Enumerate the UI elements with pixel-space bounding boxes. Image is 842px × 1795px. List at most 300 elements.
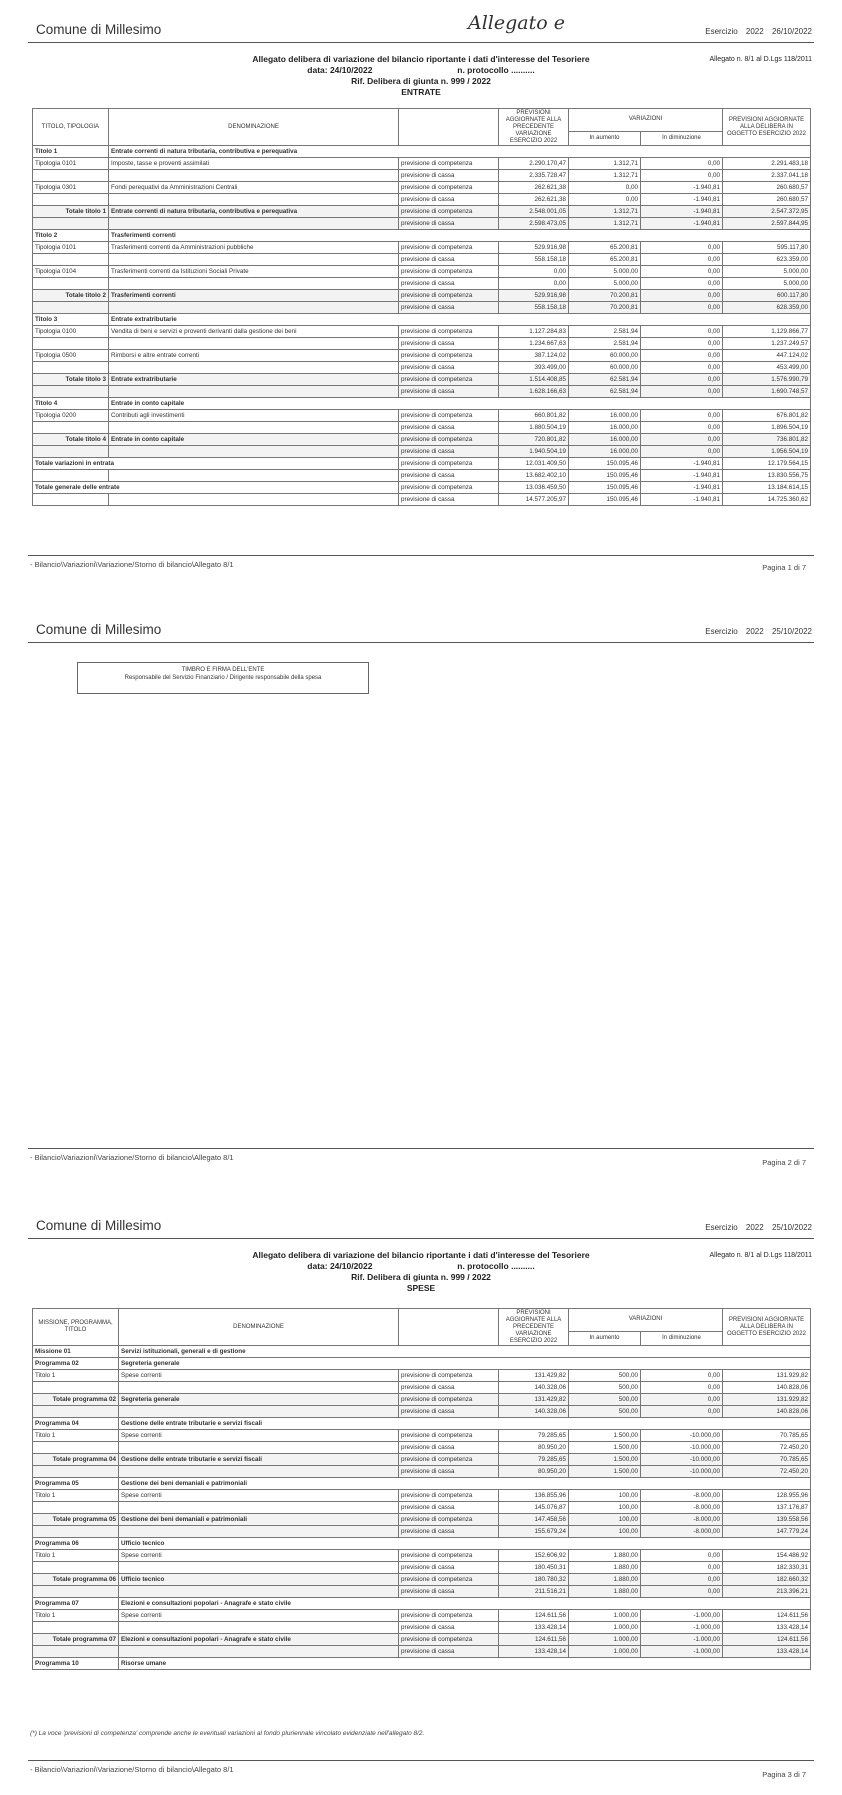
- row-description: Contributi agli investimenti: [109, 410, 399, 422]
- row-previsioni: 2.598.473,05: [499, 218, 569, 230]
- row-code: Totale generale delle entrate: [33, 482, 399, 494]
- row-code: Tipologia 0101: [33, 158, 109, 170]
- row-aumento: 2.581,94: [569, 338, 641, 350]
- row-kind: previsione di competenza: [399, 206, 499, 218]
- row-aggiornate: 12.179.564,15: [723, 458, 811, 470]
- col-header-variazioni: VARIAZIONI: [569, 109, 723, 132]
- row-aggiornate: 260.680,57: [723, 194, 811, 206]
- table-row: [33, 1526, 811, 1538]
- row-kind: previsione di cassa: [399, 254, 499, 266]
- col-header-diminuzione: In diminuzione: [641, 131, 723, 145]
- row-diminuzione: 0,00: [641, 254, 723, 266]
- row-kind: previsione di competenza: [399, 326, 499, 338]
- row-aggiornate: 70.785,65: [723, 1430, 811, 1442]
- row-code: Totale programma 04: [33, 1454, 119, 1466]
- row-code: [33, 1622, 119, 1634]
- row-aumento: 70.200,81: [569, 302, 641, 314]
- row-aumento: 60.000,00: [569, 350, 641, 362]
- row-previsioni: 0,00: [499, 266, 569, 278]
- row-diminuzione: -8.000,00: [641, 1502, 723, 1514]
- row-description: Entrate extratributarie: [109, 314, 811, 326]
- row-diminuzione: -8.000,00: [641, 1490, 723, 1502]
- stamp-label: TIMBRO E FIRMA DELL'ENTE: [181, 667, 265, 673]
- commune-name: Comune di Millesimo: [36, 1218, 162, 1233]
- row-previsioni: 1.940.504,19: [499, 446, 569, 458]
- header-rule: [28, 1238, 814, 1239]
- row-aggiornate: 124.611,56: [723, 1634, 811, 1646]
- row-aggiornate: 133.428,14: [723, 1622, 811, 1634]
- row-aggiornate: 72.450,20: [723, 1466, 811, 1478]
- table-row: [33, 1454, 811, 1466]
- row-aumento: 500,00: [569, 1382, 641, 1394]
- row-kind: previsione di competenza: [399, 350, 499, 362]
- row-diminuzione: -8.000,00: [641, 1514, 723, 1526]
- row-aggiornate: 453.499,00: [723, 362, 811, 374]
- row-previsioni: 180.780,32: [499, 1574, 569, 1586]
- row-diminuzione: 0,00: [641, 1382, 723, 1394]
- row-diminuzione: 0,00: [641, 1394, 723, 1406]
- spese-table-body: [33, 1346, 811, 1670]
- col-header-previsioni: PREVISIONI AGGIORNATE ALLA PRECEDENTE VARIAZIONE ESERCIZIO 2022: [499, 1309, 569, 1346]
- row-description: Spese correnti: [119, 1370, 399, 1382]
- row-aggiornate: 260.680,57: [723, 182, 811, 194]
- stamp-role: Responsabile del Servizio Finanziario / Dirigente responsabile della spesa: [124, 675, 322, 681]
- row-aggiornate: 13.830.556,75: [723, 470, 811, 482]
- row-aggiornate: 2.547.372,95: [723, 206, 811, 218]
- row-aggiornate: 5.000,00: [723, 278, 811, 290]
- col-header-previsioni: PREVISIONI AGGIORNATE ALLA PRECEDENTE VARIAZIONE ESERCIZIO 2022: [499, 109, 569, 146]
- row-previsioni: 0,00: [499, 278, 569, 290]
- row-kind: previsione di competenza: [399, 374, 499, 386]
- row-aggiornate: 2.597.844,95: [723, 218, 811, 230]
- table-row: [33, 1370, 811, 1382]
- row-previsioni: 12.031.409,50: [499, 458, 569, 470]
- row-kind: previsione di competenza: [399, 482, 499, 494]
- row-aumento: 16.000,00: [569, 422, 641, 434]
- row-description: Ufficio tecnico: [119, 1538, 811, 1550]
- row-description: Gestione delle entrate tributarie e servizi fiscali: [119, 1454, 399, 1466]
- header-exercise: [705, 1223, 812, 1232]
- row-previsioni: 136.855,96: [499, 1490, 569, 1502]
- row-previsioni: 14.577.205,97: [499, 494, 569, 506]
- row-diminuzione: -1.000,00: [641, 1634, 723, 1646]
- row-code: Tipologia 0100: [33, 326, 109, 338]
- row-description: Trasferimenti correnti da Amministrazioni pubbliche: [109, 242, 399, 254]
- row-aumento: 500,00: [569, 1370, 641, 1382]
- row-code: [33, 1442, 119, 1454]
- table-row: [33, 1574, 811, 1586]
- row-code: Titolo 4: [33, 398, 109, 410]
- table-row: [33, 1586, 811, 1598]
- title-line-3: Rif. Delibera di giunta n. 999 / 2022: [351, 76, 491, 86]
- footer-rule: [28, 1760, 814, 1761]
- row-code: Tipologia 0104: [33, 266, 109, 278]
- row-description: Trasferimenti correnti: [109, 290, 399, 302]
- row-code: Titolo 3: [33, 314, 109, 326]
- row-description: [119, 1586, 399, 1598]
- row-kind: previsione di cassa: [399, 470, 499, 482]
- row-aumento: 1.880,00: [569, 1550, 641, 1562]
- row-diminuzione: -1.000,00: [641, 1610, 723, 1622]
- row-kind: previsione di cassa: [399, 1586, 499, 1598]
- row-diminuzione: 0,00: [641, 266, 723, 278]
- title-date: data: 24/10/2022: [307, 1261, 373, 1271]
- row-kind: previsione di competenza: [399, 242, 499, 254]
- row-kind: previsione di cassa: [399, 1382, 499, 1394]
- table-row: [33, 1394, 811, 1406]
- row-kind: previsione di cassa: [399, 1406, 499, 1418]
- row-aggiornate: 147.779,24: [723, 1526, 811, 1538]
- row-code: [33, 1586, 119, 1598]
- footer-path: - Bilancio\Variazioni\Variazione/Storno di bilancio\Allegato 8/1: [30, 560, 234, 569]
- row-aggiornate: 124.611,56: [723, 1610, 811, 1622]
- row-kind: previsione di competenza: [399, 1514, 499, 1526]
- row-aggiornate: 447.124,02: [723, 350, 811, 362]
- title-line-1: Allegato delibera di variazione del bilancio riportante i dati d'interesse del Tesoriere: [252, 1250, 590, 1260]
- table-row: [33, 1442, 811, 1454]
- row-description: Risorse umane: [119, 1658, 811, 1670]
- row-description: Servizi istituzionali, generali e di gestione: [119, 1346, 811, 1358]
- document-title: [0, 1250, 842, 1294]
- row-diminuzione: -1.000,00: [641, 1622, 723, 1634]
- row-aumento: 1.500,00: [569, 1466, 641, 1478]
- row-aumento: 16.000,00: [569, 434, 641, 446]
- header-date: 26/10/2022: [771, 27, 812, 36]
- row-code: [33, 1562, 119, 1574]
- row-aumento: 16.000,00: [569, 410, 641, 422]
- row-description: Trasferimenti correnti da Istituzioni Sociali Private: [109, 266, 399, 278]
- row-code: Totale titolo 1: [33, 206, 109, 218]
- row-kind: previsione di competenza: [399, 458, 499, 470]
- row-aumento: 100,00: [569, 1502, 641, 1514]
- row-kind: previsione di competenza: [399, 1454, 499, 1466]
- row-aggiornate: 1.576.990,79: [723, 374, 811, 386]
- row-aggiornate: 628.359,00: [723, 302, 811, 314]
- row-diminuzione: -1.000,00: [641, 1646, 723, 1658]
- row-code: Programma 02: [33, 1358, 119, 1370]
- row-diminuzione: 0,00: [641, 158, 723, 170]
- row-previsioni: 660.801,82: [499, 410, 569, 422]
- header-date: 25/10/2022: [771, 1223, 812, 1232]
- row-previsioni: 133.428,14: [499, 1646, 569, 1658]
- row-code: Totale programma 07: [33, 1634, 119, 1646]
- footer-path: - Bilancio\Variazioni\Variazione/Storno di bilancio\Allegato 8/1: [30, 1765, 234, 1774]
- row-description: Entrate correnti di natura tributaria, contributiva e perequativa: [109, 146, 811, 158]
- row-previsioni: 124.611,56: [499, 1610, 569, 1622]
- row-diminuzione: 0,00: [641, 434, 723, 446]
- row-kind: previsione di competenza: [399, 1634, 499, 1646]
- row-aumento: 500,00: [569, 1394, 641, 1406]
- row-aumento: 500,00: [569, 1406, 641, 1418]
- table-row: [33, 1634, 811, 1646]
- col-header-variazioni: VARIAZIONI: [569, 1309, 723, 1332]
- row-code: Tipologia 0301: [33, 182, 109, 194]
- row-diminuzione: 0,00: [641, 170, 723, 182]
- col-header-diminuzione: In diminuzione: [641, 1331, 723, 1345]
- col-header-aumento: In aumento: [569, 131, 641, 145]
- row-description: [119, 1562, 399, 1574]
- row-description: Spese correnti: [119, 1430, 399, 1442]
- row-code: Totale titolo 4: [33, 434, 109, 446]
- row-previsioni: 13.036.459,50: [499, 482, 569, 494]
- row-kind: previsione di cassa: [399, 278, 499, 290]
- row-aumento: 1.312,71: [569, 158, 641, 170]
- row-previsioni: 1.234.667,63: [499, 338, 569, 350]
- row-diminuzione: 0,00: [641, 1406, 723, 1418]
- row-previsioni: 262.621,38: [499, 182, 569, 194]
- row-kind: previsione di competenza: [399, 1394, 499, 1406]
- row-kind: previsione di competenza: [399, 1370, 499, 1382]
- row-aggiornate: 5.000,00: [723, 266, 811, 278]
- row-aumento: 65.200,81: [569, 254, 641, 266]
- row-diminuzione: 0,00: [641, 338, 723, 350]
- row-description: Spese correnti: [119, 1610, 399, 1622]
- row-diminuzione: 0,00: [641, 446, 723, 458]
- row-diminuzione: -10.000,00: [641, 1466, 723, 1478]
- row-aumento: 65.200,81: [569, 242, 641, 254]
- row-description: [119, 1622, 399, 1634]
- row-diminuzione: 0,00: [641, 278, 723, 290]
- col-header-voce: [399, 1309, 499, 1346]
- row-diminuzione: -1.940,81: [641, 194, 723, 206]
- header-date: 25/10/2022: [771, 627, 812, 636]
- row-kind: previsione di competenza: [399, 434, 499, 446]
- row-kind: previsione di competenza: [399, 290, 499, 302]
- row-diminuzione: 0,00: [641, 242, 723, 254]
- row-description: Gestione delle entrate tributarie e servizi fiscali: [119, 1418, 811, 1430]
- row-code: Programma 10: [33, 1658, 119, 1670]
- row-description: [119, 1502, 399, 1514]
- row-kind: previsione di competenza: [399, 1490, 499, 1502]
- row-aggiornate: 623.359,00: [723, 254, 811, 266]
- col-header-missione: MISSIONE, PROGRAMMA, TITOLO: [33, 1309, 119, 1346]
- row-aumento: 100,00: [569, 1490, 641, 1502]
- table-row: [33, 1622, 811, 1634]
- col-header-titolo: TITOLO, TIPOLOGIA: [33, 109, 109, 146]
- row-description: Vendita di beni e servizi e proventi derivanti dalla gestione dei beni: [109, 326, 399, 338]
- row-aumento: 1.312,71: [569, 170, 641, 182]
- row-aggiornate: 1.129.866,77: [723, 326, 811, 338]
- row-aggiornate: 131.929,82: [723, 1370, 811, 1382]
- row-kind: previsione di cassa: [399, 194, 499, 206]
- row-aggiornate: 2.337.041,18: [723, 170, 811, 182]
- row-aggiornate: 154.486,92: [723, 1550, 811, 1562]
- row-aumento: 1.000,00: [569, 1622, 641, 1634]
- row-code: Titolo 1: [33, 1550, 119, 1562]
- row-code: Missione 01: [33, 1346, 119, 1358]
- row-code: Tipologia 0101: [33, 242, 109, 254]
- row-aumento: 100,00: [569, 1526, 641, 1538]
- row-kind: previsione di cassa: [399, 1502, 499, 1514]
- row-kind: previsione di cassa: [399, 494, 499, 506]
- row-description: [119, 1466, 399, 1478]
- row-description: Imposte, tasse e proventi assimilati: [109, 158, 399, 170]
- row-diminuzione: -8.000,00: [641, 1526, 723, 1538]
- table-row: [33, 1562, 811, 1574]
- row-diminuzione: 0,00: [641, 350, 723, 362]
- row-code: Titolo 1: [33, 1610, 119, 1622]
- row-aumento: 60.000,00: [569, 362, 641, 374]
- row-previsioni: 1.514.408,85: [499, 374, 569, 386]
- col-header-denominazione: DENOMINAZIONE: [119, 1309, 399, 1346]
- row-kind: previsione di competenza: [399, 1430, 499, 1442]
- footnote: (*) La voce 'previsioni di competenza' comprende anche le eventuali variazioni al fondo pluriennale vincolato evidenziate nell'allegato 8/2.: [30, 1730, 425, 1737]
- row-aggiornate: 137.176,87: [723, 1502, 811, 1514]
- row-diminuzione: -1.940,81: [641, 494, 723, 506]
- row-previsioni: 2.548.001,05: [499, 206, 569, 218]
- col-header-aumento: In aumento: [569, 1331, 641, 1345]
- row-diminuzione: 0,00: [641, 410, 723, 422]
- row-previsioni: 131.429,82: [499, 1394, 569, 1406]
- title-line-1: Allegato delibera di variazione del bilancio riportante i dati d'interesse del Tesoriere: [252, 54, 590, 64]
- row-previsioni: 140.328,06: [499, 1406, 569, 1418]
- row-kind: previsione di competenza: [399, 1610, 499, 1622]
- row-previsioni: 2.290.170,47: [499, 158, 569, 170]
- row-kind: previsione di cassa: [399, 1622, 499, 1634]
- row-aggiornate: 676.801,82: [723, 410, 811, 422]
- page-number: Pagina 3 di 7: [762, 1770, 806, 1779]
- row-code: Titolo 1: [33, 146, 109, 158]
- row-description: Fondi perequativi da Amministrazioni Centrali: [109, 182, 399, 194]
- row-code: Totale programma 06: [33, 1574, 119, 1586]
- title-protocol: n. protocollo ..........: [457, 65, 535, 75]
- row-previsioni: 1.880.504,19: [499, 422, 569, 434]
- row-kind: previsione di competenza: [399, 1574, 499, 1586]
- row-previsioni: 180.450,31: [499, 1562, 569, 1574]
- row-diminuzione: 0,00: [641, 362, 723, 374]
- title-section: SPESE: [406, 1283, 436, 1293]
- row-aggiornate: 72.450,20: [723, 1442, 811, 1454]
- table-row: [33, 1418, 811, 1430]
- row-description: [119, 1646, 399, 1658]
- row-aumento: 150.095,46: [569, 494, 641, 506]
- row-description: Segreteria generale: [119, 1358, 811, 1370]
- row-previsioni: 1.127.284,83: [499, 326, 569, 338]
- row-aumento: 1.312,71: [569, 218, 641, 230]
- row-kind: previsione di cassa: [399, 218, 499, 230]
- row-code: Programma 06: [33, 1538, 119, 1550]
- page-number: Pagina 1 di 7: [762, 563, 806, 572]
- row-aumento: 150.095,46: [569, 470, 641, 482]
- table-row: [33, 1598, 811, 1610]
- row-diminuzione: 0,00: [641, 1370, 723, 1382]
- col-header-previsioni-aggiornate: PREVISIONI AGGIORNATE ALLA DELIBERA IN OGGETTO ESERCIZIO 2022: [723, 1309, 811, 1346]
- exercise-label: Esercizio 2022: [705, 627, 764, 636]
- row-code: Titolo 1: [33, 1490, 119, 1502]
- table-row: [33, 1658, 811, 1670]
- row-code: Totale titolo 3: [33, 374, 109, 386]
- row-kind: previsione di cassa: [399, 422, 499, 434]
- row-previsioni: 720.801,82: [499, 434, 569, 446]
- row-aggiornate: 133.428,14: [723, 1646, 811, 1658]
- row-diminuzione: -1.940,81: [641, 206, 723, 218]
- row-previsioni: 529.916,98: [499, 290, 569, 302]
- title-annex-ref: Allegato n. 8/1 al D.Lgs 118/2011: [709, 56, 812, 63]
- row-aumento: 62.581,94: [569, 386, 641, 398]
- table-row: [33, 1610, 811, 1622]
- row-aumento: 70.200,81: [569, 290, 641, 302]
- row-aumento: 1.000,00: [569, 1634, 641, 1646]
- row-kind: previsione di cassa: [399, 302, 499, 314]
- row-previsioni: 140.328,06: [499, 1382, 569, 1394]
- row-previsioni: 80.950,20: [499, 1442, 569, 1454]
- row-aggiornate: 1.237.249,57: [723, 338, 811, 350]
- exercise-label: Esercizio 2022: [705, 27, 764, 36]
- row-diminuzione: -1.940,81: [641, 458, 723, 470]
- row-kind: previsione di cassa: [399, 1526, 499, 1538]
- row-diminuzione: -10.000,00: [641, 1454, 723, 1466]
- row-aggiornate: 182.660,32: [723, 1574, 811, 1586]
- row-previsioni: 393.499,00: [499, 362, 569, 374]
- row-code: [33, 1502, 119, 1514]
- row-previsioni: 152.606,92: [499, 1550, 569, 1562]
- row-previsioni: 80.950,20: [499, 1466, 569, 1478]
- row-aumento: 1.000,00: [569, 1646, 641, 1658]
- table-row: [33, 1430, 811, 1442]
- row-description: Ufficio tecnico: [119, 1574, 399, 1586]
- table-row: [33, 1382, 811, 1394]
- row-previsioni: 558.158,18: [499, 302, 569, 314]
- row-previsioni: 133.428,14: [499, 1622, 569, 1634]
- row-aumento: 2.581,94: [569, 326, 641, 338]
- row-diminuzione: 0,00: [641, 1586, 723, 1598]
- row-aumento: 5.000,00: [569, 278, 641, 290]
- row-aumento: 1.500,00: [569, 1454, 641, 1466]
- row-description: Spese correnti: [119, 1490, 399, 1502]
- exercise-label: Esercizio 2022: [705, 1223, 764, 1232]
- row-previsioni: 145.076,87: [499, 1502, 569, 1514]
- commune-name: Comune di Millesimo: [36, 22, 162, 37]
- row-aggiornate: 131.929,82: [723, 1394, 811, 1406]
- row-kind: previsione di cassa: [399, 1562, 499, 1574]
- row-code: Totale titolo 2: [33, 290, 109, 302]
- row-aggiornate: 128.955,96: [723, 1490, 811, 1502]
- handwritten-signature: Allegato e: [468, 12, 565, 34]
- row-diminuzione: 0,00: [641, 290, 723, 302]
- row-aggiornate: 1.896.504,19: [723, 422, 811, 434]
- row-kind: previsione di cassa: [399, 446, 499, 458]
- spese-table: [32, 1308, 811, 1670]
- col-header-denominazione: DENOMINAZIONE: [109, 109, 399, 146]
- row-diminuzione: 0,00: [641, 1574, 723, 1586]
- row-description: Entrate in conto capitale: [109, 434, 399, 446]
- row-previsioni: 262.621,38: [499, 194, 569, 206]
- title-line-3: Rif. Delibera di giunta n. 999 / 2022: [351, 1272, 491, 1282]
- row-kind: previsione di competenza: [399, 182, 499, 194]
- table-row: [33, 1466, 811, 1478]
- row-previsioni: 387.124,02: [499, 350, 569, 362]
- row-kind: previsione di competenza: [399, 410, 499, 422]
- row-diminuzione: -1.940,81: [641, 218, 723, 230]
- row-previsioni: 529.916,98: [499, 242, 569, 254]
- title-line-2: [0, 1261, 842, 1272]
- row-description: Entrate correnti di natura tributaria, contributiva e perequativa: [109, 206, 399, 218]
- row-previsioni: 558.158,18: [499, 254, 569, 266]
- row-previsioni: 155.679,24: [499, 1526, 569, 1538]
- row-aumento: 1.880,00: [569, 1586, 641, 1598]
- row-aumento: 150.095,46: [569, 458, 641, 470]
- row-aggiornate: 600.117,80: [723, 290, 811, 302]
- row-description: Segreteria generale: [119, 1394, 399, 1406]
- table-row: [33, 1538, 811, 1550]
- row-diminuzione: 0,00: [641, 302, 723, 314]
- row-code: [33, 1406, 119, 1418]
- row-aumento: 0,00: [569, 194, 641, 206]
- row-kind: previsione di cassa: [399, 1466, 499, 1478]
- row-description: [119, 1382, 399, 1394]
- row-description: [119, 1406, 399, 1418]
- row-previsioni: 131.429,82: [499, 1370, 569, 1382]
